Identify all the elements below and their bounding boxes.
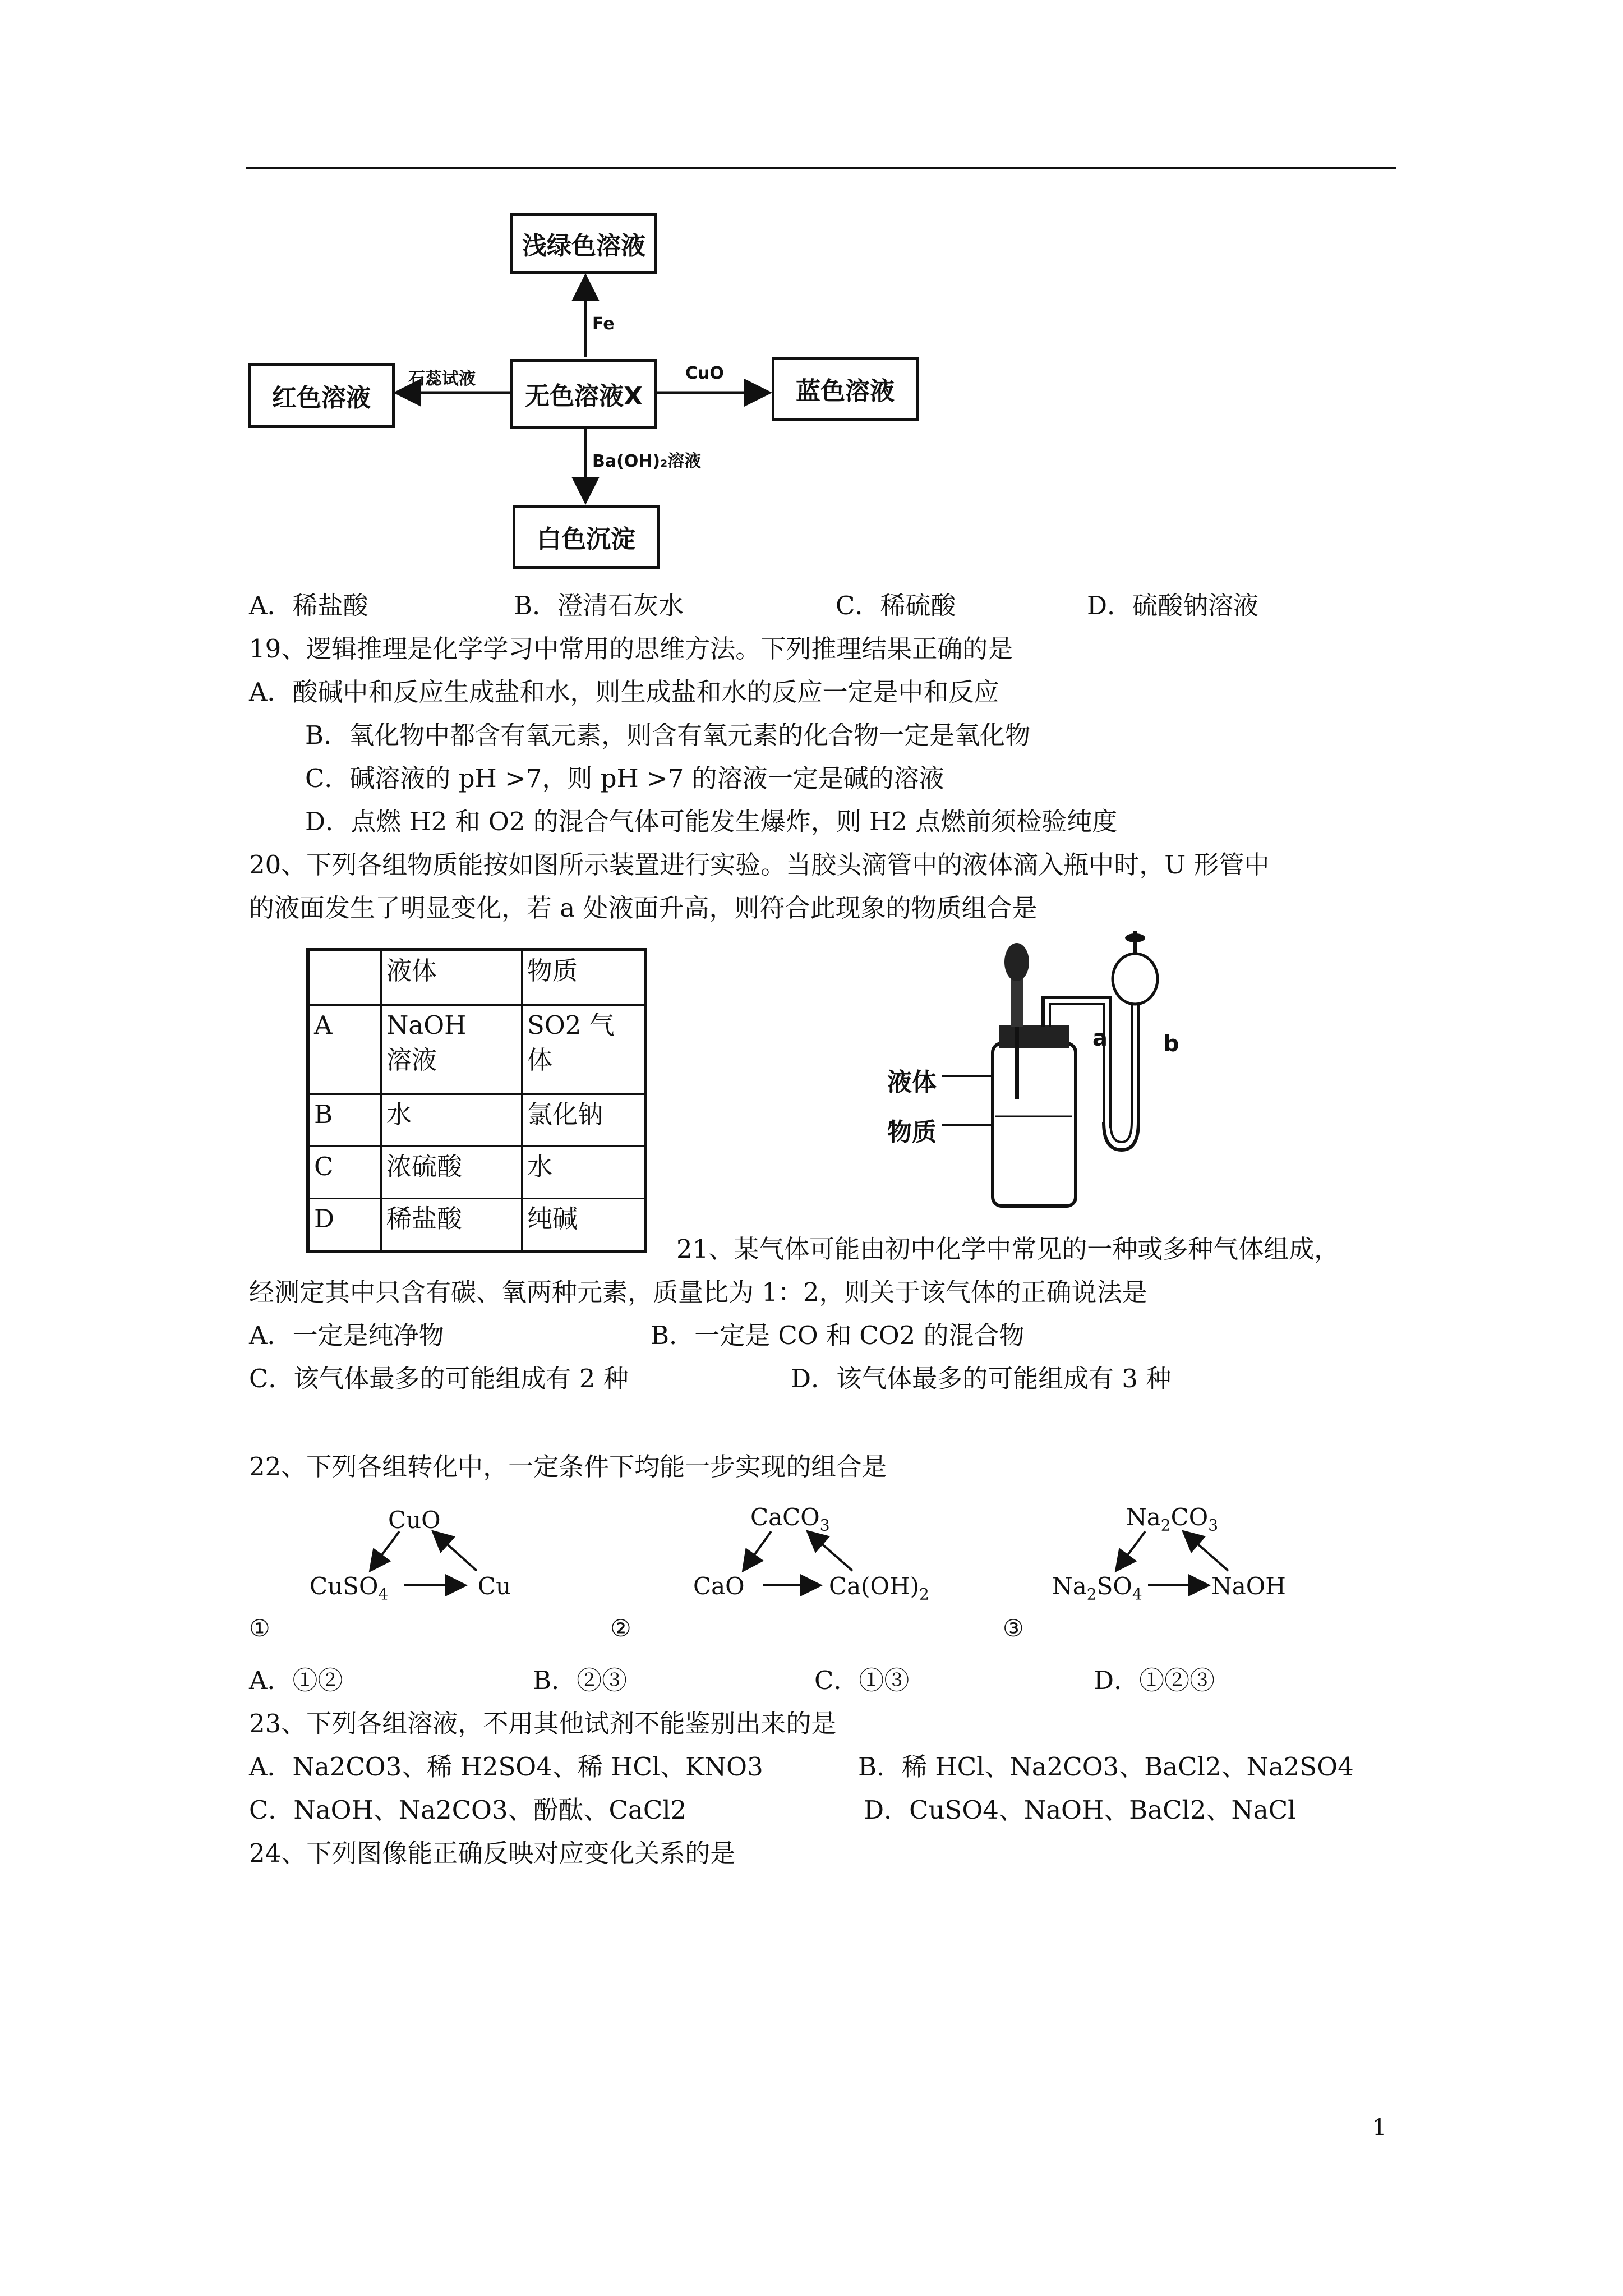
q23-option-a: A．Na2CO3、稀 H2SO4、稀 HCl、KNO3 <box>249 1752 763 1782</box>
apparatus-liquid-label: 液体 <box>887 1068 937 1097</box>
table-header-cell <box>308 950 381 1005</box>
q22-d2-top <box>750 1503 830 1534</box>
q23-option-c: C．NaOH、Na2CO3、酚酞、CaCl2 <box>249 1795 687 1825</box>
q23-option-d: D．CuSO4、NaOH、BaCl2、NaCl <box>864 1795 1296 1825</box>
q18-option-a: A．稀盐酸 <box>249 591 368 620</box>
table-cell-key: C <box>308 1147 381 1199</box>
q22-d2-top-text: CaCO <box>750 1503 820 1531</box>
page-number: 1 <box>1372 2115 1387 2141</box>
q22-d1-right: Cu <box>478 1572 511 1600</box>
q19-option-d: D．点燃 H2 和 O2 的混合气体可能发生爆炸，则 H2 点燃前须检验纯度 <box>305 807 1118 836</box>
q22-option-a: A．①② <box>249 1665 343 1695</box>
q22-d2-left: CaO <box>693 1572 745 1600</box>
q22-d2-num: ② <box>610 1614 631 1642</box>
table-cell-key: A <box>308 1005 381 1094</box>
table-cell-key: D <box>308 1199 381 1252</box>
q20-stem-line1: 20、下列各组物质能按如图所示装置进行实验。当胶头滴管中的液体滴入瓶中时，U 形管中 <box>249 850 1270 880</box>
flow-left-label: 红色溶液 <box>272 384 371 412</box>
flow-center-label: 无色溶液X <box>525 382 643 411</box>
q19-option-c: C．碱溶液的 pH >7，则 pH >7 的溶液一定是碱的溶液 <box>305 763 944 793</box>
q20-table <box>306 948 647 1253</box>
q22-d3-top-text2: CO <box>1170 1503 1209 1531</box>
q22-d3-top-sub2: 3 <box>1208 1516 1219 1535</box>
table-cell-key: B <box>308 1094 381 1147</box>
q18-option-c: C．稀硫酸 <box>836 591 956 620</box>
table-row <box>308 1005 645 1094</box>
q23-stem: 23、下列各组溶液，不用其他试剂不能鉴别出来的是 <box>249 1709 837 1738</box>
q22-d2-right-sub: 2 <box>919 1585 929 1604</box>
q18-option-b: B．澄清石灰水 <box>514 591 684 620</box>
flow-right-box <box>772 357 919 421</box>
flow-top-box <box>510 213 657 274</box>
flow-right-label: 蓝色溶液 <box>796 377 895 406</box>
q22-d3-top-text1: Na <box>1126 1503 1161 1531</box>
q22-d2-top-sub: 3 <box>819 1516 830 1535</box>
q18-option-d: D．硫酸钠溶液 <box>1087 591 1259 620</box>
q21-option-a: A．一定是纯净物 <box>249 1320 444 1350</box>
flow-top-label: 浅绿色溶液 <box>522 232 645 260</box>
q22-d3-right: NaOH <box>1211 1572 1286 1600</box>
q22-d2-right <box>829 1572 929 1603</box>
q21-option-b: B．一定是 CO 和 CO2 的混合物 <box>651 1320 1025 1350</box>
q21-stem-line1: 21、某气体可能由初中化学中常见的一种或多种气体组成， <box>676 1234 1340 1264</box>
q22-d3-num: ③ <box>1003 1614 1024 1642</box>
q19-option-b: B．氧化物中都含有氧元素，则含有氧元素的化合物一定是氧化物 <box>305 720 1031 750</box>
q22-d3-top <box>1126 1503 1218 1534</box>
q22-d3-left-sub1: 2 <box>1086 1585 1097 1604</box>
q22-d1-num: ① <box>249 1614 270 1642</box>
q22-d3-left-text1: Na <box>1052 1572 1087 1600</box>
table-cell-substance: 氯化钠 <box>522 1094 646 1147</box>
flow-bottom-label: 白色沉淀 <box>537 525 635 554</box>
arrow-up-label: Fe <box>592 314 615 334</box>
q22-option-d: D．①②③ <box>1094 1665 1215 1695</box>
q23-option-b: B．稀 HCl、Na2CO3、BaCl2、Na2SO4 <box>858 1752 1354 1782</box>
arrow-right-label: CuO <box>685 364 724 383</box>
arrow-down-label: Ba(OH)₂溶液 <box>592 452 702 471</box>
apparatus-b-label: b <box>1163 1031 1179 1057</box>
apparatus-a-label: a <box>1092 1025 1108 1051</box>
arrow-left-label: 石蕊试液 <box>408 369 476 389</box>
table-header-cell: 物质 <box>522 950 646 1005</box>
q19-option-a: A．酸碱中和反应生成盐和水，则生成盐和水的反应一定是中和反应 <box>249 677 999 707</box>
q22-d1-left-sub: 4 <box>378 1585 389 1604</box>
apparatus-substance-label: 物质 <box>887 1118 937 1147</box>
q20-stem-line2: 的液面发生了明显变化，若 a 处液面升高，则符合此现象的物质组合是 <box>249 893 1038 923</box>
flow-bottom-box <box>513 505 660 569</box>
flow-left-box <box>248 363 395 428</box>
q22-d1-left <box>310 1572 388 1603</box>
q22-d1-left-text: CuSO <box>310 1572 379 1600</box>
table-cell-liquid: 水 <box>381 1094 522 1147</box>
table-cell-substance: 纯碱 <box>522 1199 646 1252</box>
table-cell-liquid: 浓硫酸 <box>381 1147 522 1199</box>
q22-d1-top: CuO <box>388 1506 441 1534</box>
q22-d3-top-sub1: 2 <box>1160 1516 1171 1535</box>
q22-stem: 22、下列各组转化中，一定条件下均能一步实现的组合是 <box>249 1452 887 1481</box>
q21-option-d: D．该气体最多的可能组成有 3 种 <box>791 1364 1172 1393</box>
q21-option-c: C．该气体最多的可能组成有 2 种 <box>249 1364 629 1393</box>
table-cell-substance: 水 <box>522 1147 646 1199</box>
q21-stem-line2: 经测定其中只含有碳、氧两种元素，质量比为 1：2，则关于该气体的正确说法是 <box>249 1277 1147 1307</box>
q22-d3-left <box>1052 1572 1142 1603</box>
q22-option-c: C．①③ <box>814 1665 910 1695</box>
table-cell-liquid: 稀盐酸 <box>381 1199 522 1252</box>
table-row <box>308 1094 645 1147</box>
flow-center-box <box>510 359 657 429</box>
table-header-cell: 液体 <box>381 950 522 1005</box>
q22-d3-left-sub2: 4 <box>1132 1585 1142 1604</box>
flowchart-arrows <box>0 0 1623 589</box>
table-header-row <box>308 950 645 1005</box>
q22-d3-left-text2: SO <box>1096 1572 1132 1600</box>
q19-stem: 19、逻辑推理是化学学习中常用的思维方法。下列推理结果正确的是 <box>249 634 1013 664</box>
q22-d2-right-text: Ca(OH) <box>829 1572 920 1600</box>
q24-stem: 24、下列图像能正确反映对应变化关系的是 <box>249 1838 736 1868</box>
table-cell-liquid: NaOH 溶液 <box>381 1005 522 1094</box>
table-row <box>308 1199 645 1252</box>
table-row <box>308 1147 645 1199</box>
table-cell-substance: SO2 气体 <box>522 1005 646 1094</box>
q22-option-b: B．②③ <box>533 1665 628 1695</box>
